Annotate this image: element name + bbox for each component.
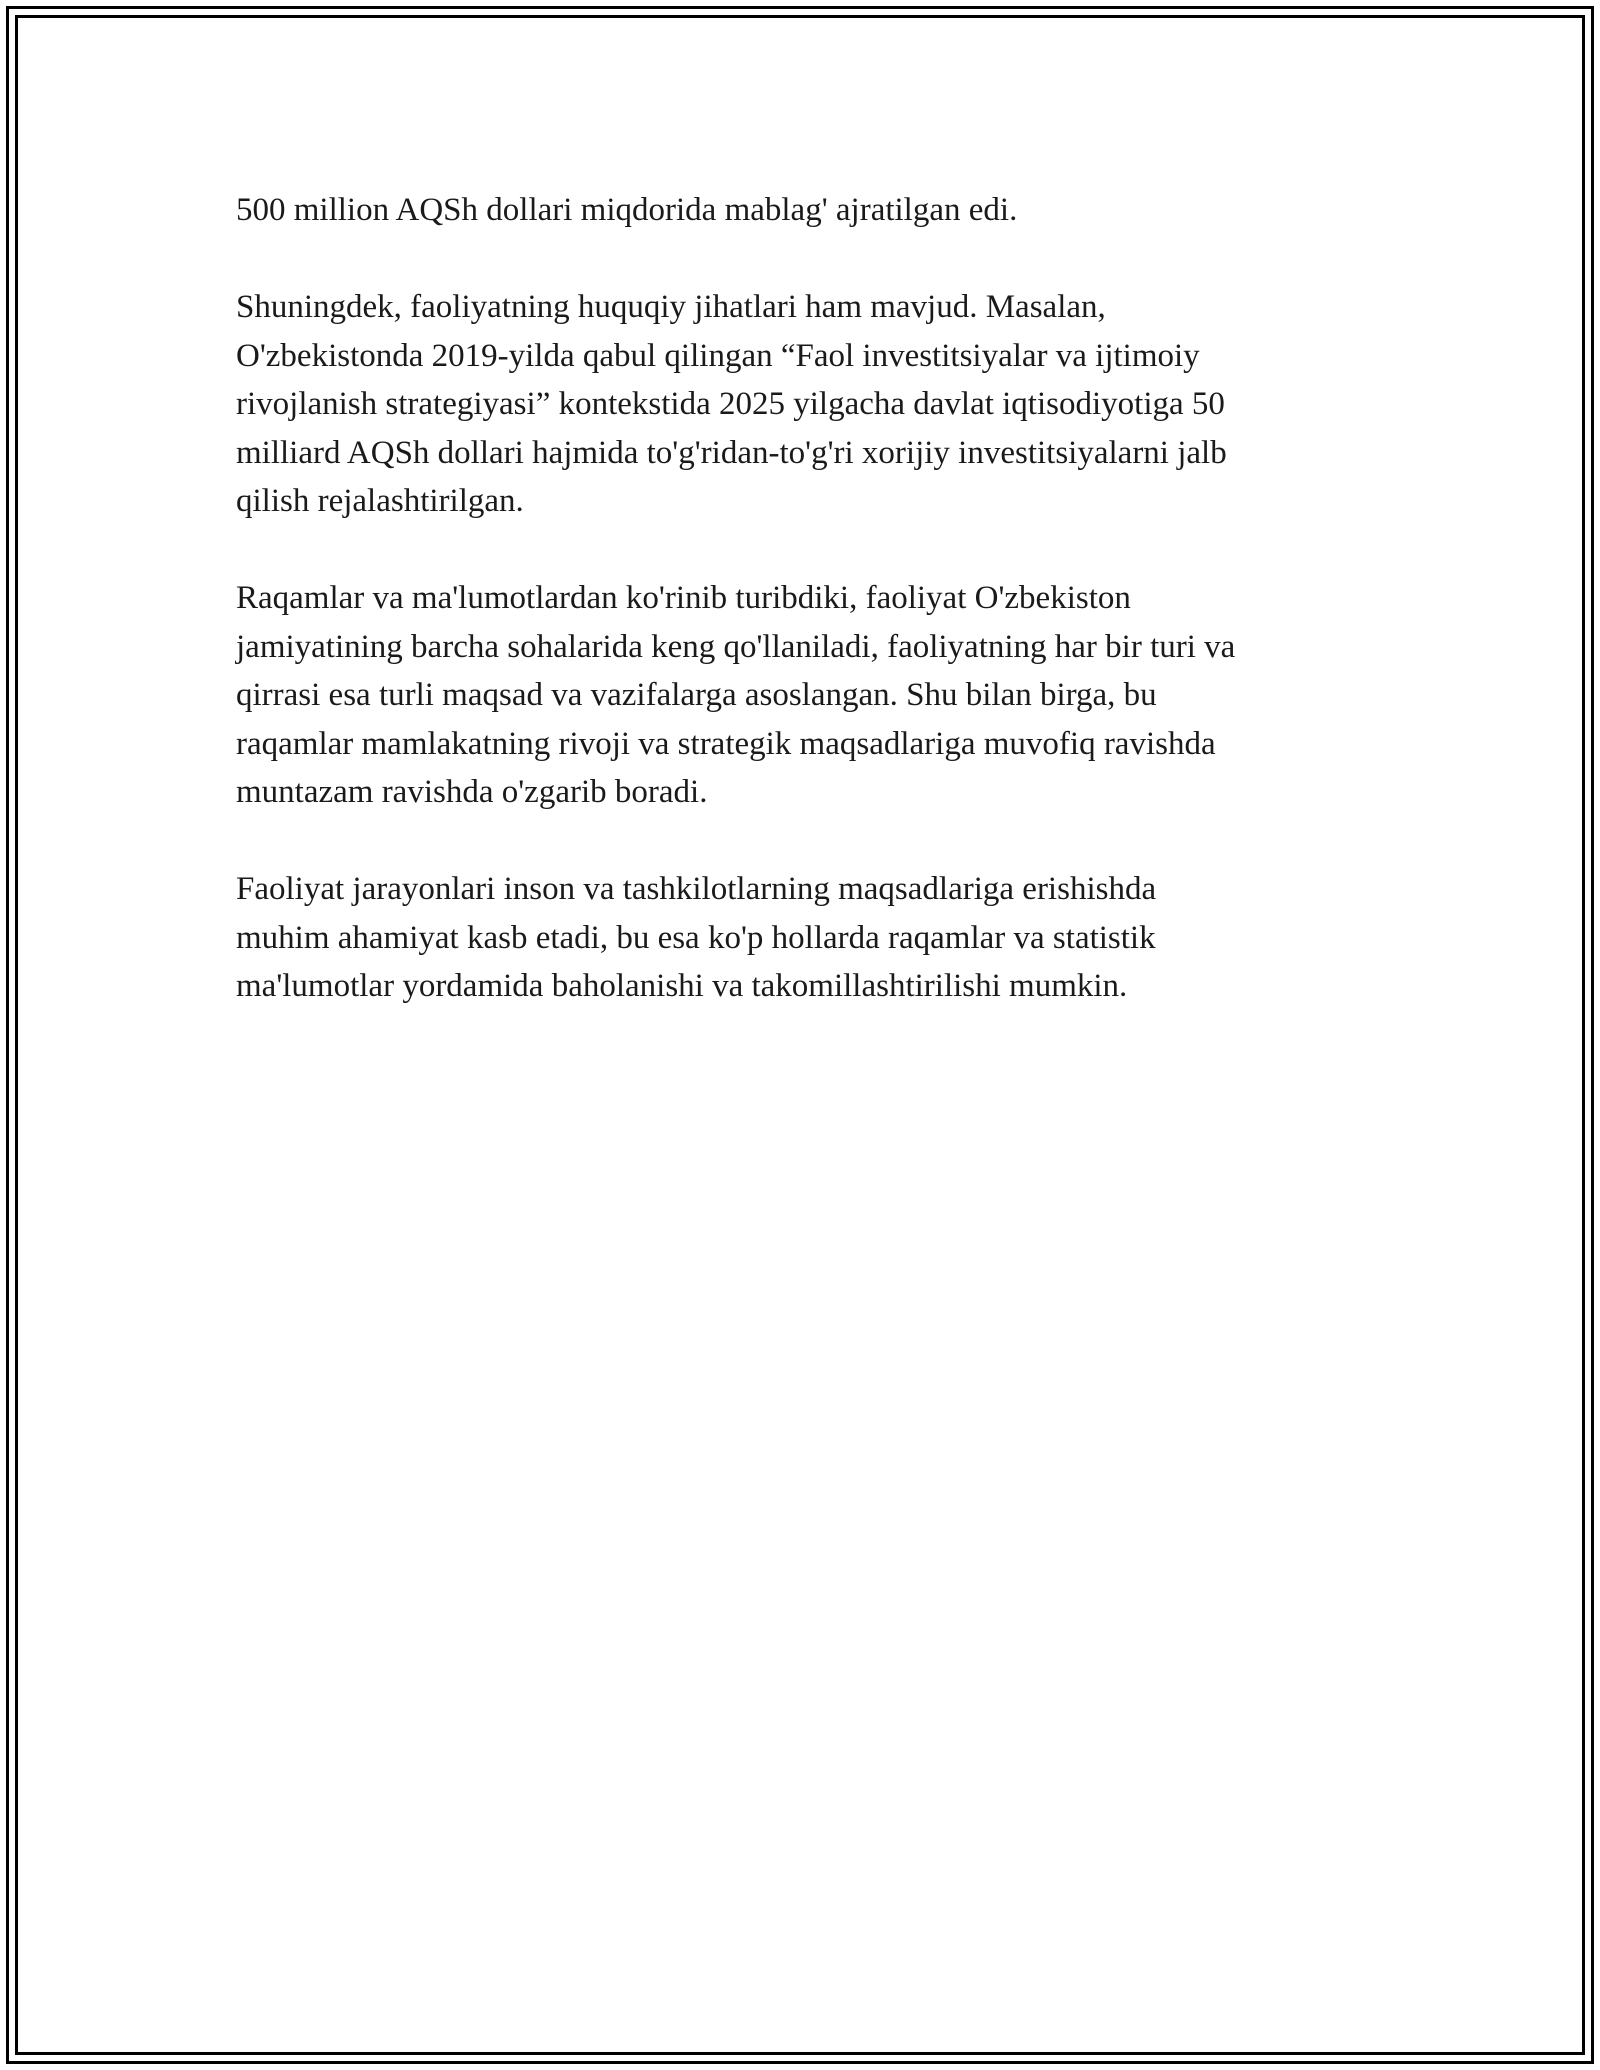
text-line: Raqamlar va ma'lumotlardan ko'rinib turibdiki, faoliyat O'zbekiston (236, 580, 1131, 616)
paragraph-1 (236, 186, 1366, 235)
text-line: qilish rejalashtirilgan. (236, 483, 524, 519)
text-line: jamiyatining barcha sohalarida keng qo'llaniladi, faoliyatning har bir turi va (236, 628, 1236, 665)
text-line: Shuningdek, faoliyatning huquqiy jihatlari ham mavjud. Masalan, (236, 289, 1106, 325)
text-line: ma'lumotlar yordamida baholanishi va takomillashtirilishi mumkin. (236, 968, 1128, 1004)
paragraph-2 (236, 283, 1366, 526)
text-line: Faoliyat jarayonlari inson va tashkilotlarning maqsadlariga erishishda (236, 871, 1157, 907)
text-line: qirrasi esa turli maqsad va vazifalarga asoslangan. Shu bilan birga, bu (236, 677, 1157, 713)
text-line: muhim ahamiyat kasb etadi, bu esa ko'p hollarda raqamlar va statistik (236, 919, 1156, 956)
text-line: 500 million AQSh dollari miqdorida mablag' ajratilgan edi. (236, 192, 1018, 228)
paragraph-3 (236, 574, 1366, 817)
text-line: milliard AQSh dollari hajmida to'g'ridan-to'g'ri xorijiy investitsiyalarni jalb (236, 434, 1227, 471)
text-line: rivojlanish strategiyasi” kontekstida 2025 yilgacha davlat iqtisodiyotiga 50 (236, 386, 1225, 422)
paragraph-4 (236, 865, 1366, 1011)
text-line: muntazam ravishda o'zgarib boradi. (236, 774, 708, 810)
text-line: O'zbekistonda 2019-yilda qabul qilingan “Faol investitsiyalar va ijtimoiy (236, 337, 1200, 374)
text-line: raqamlar mamlakatning rivoji va strategik maqsadlariga muvofiq ravishda (236, 725, 1216, 762)
document-body (236, 186, 1366, 1059)
